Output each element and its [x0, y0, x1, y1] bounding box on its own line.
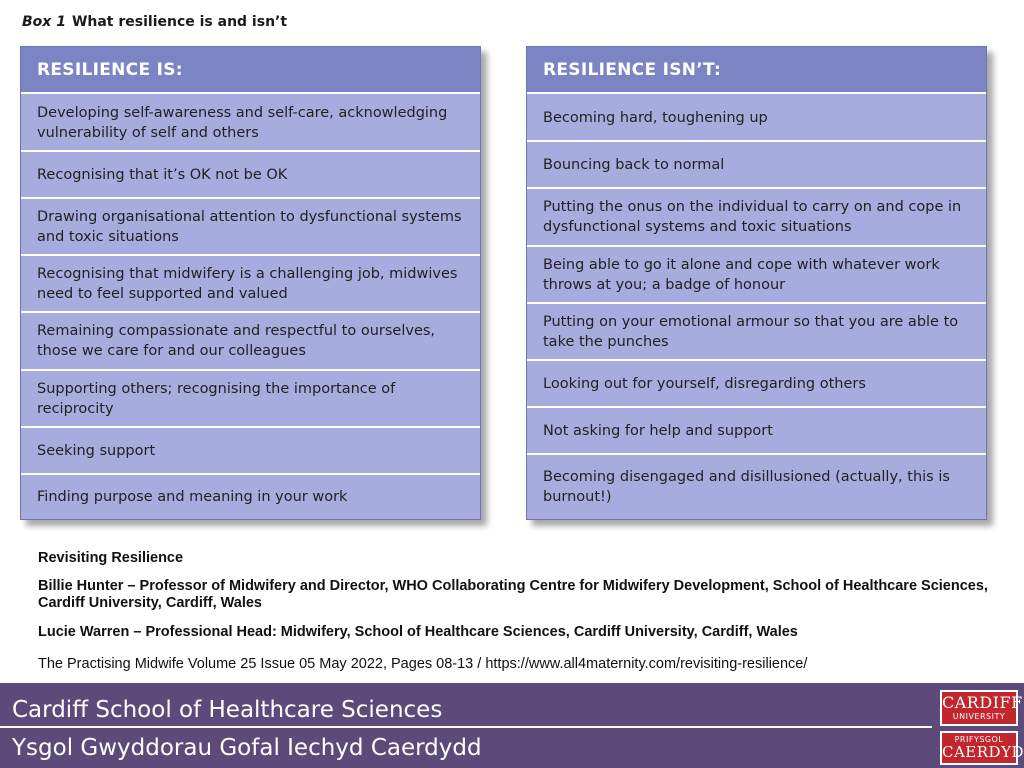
- resilience-isnt-row: Not asking for help and support: [527, 408, 986, 455]
- resilience-isnt-panel: [526, 46, 987, 520]
- resilience-isnt-row: Becoming hard, toughening up: [527, 96, 986, 142]
- resilience-is-heading: RESILIENCE IS:: [21, 47, 480, 94]
- resilience-isnt-row: Putting the onus on the individual to carry on and cope in dysfunctional systems and toxic situations: [527, 189, 986, 247]
- logo-cy-subtitle: PRIFYSGOL: [954, 735, 1004, 744]
- resilience-is-row: Recognising that midwifery is a challenging job, midwives need to feel supported and valued: [21, 256, 480, 313]
- source-citation: The Practising Midwife Volume 25 Issue 05 May 2022, Pages 08-13 / https://www.all4maternity.com/revisiting-resilience/: [38, 656, 808, 672]
- logo-cy-wordmark: CAERDYD: [942, 743, 1024, 761]
- article-title: Revisiting Resilience: [38, 550, 184, 566]
- resilience-isnt-row: Being able to go it alone and cope with whatever work throws at you; a badge of honour: [527, 247, 986, 304]
- resilience-isnt-row: Looking out for yourself, disregarding others: [527, 361, 986, 408]
- cardiff-university-logo: [940, 690, 1023, 726]
- resilience-isnt-row: Becoming disengaged and disillusioned (actually, this is burnout!): [543, 469, 950, 505]
- box-label: Box 1: [22, 14, 66, 30]
- resilience-isnt-row: Bouncing back to normal: [527, 142, 986, 189]
- resilience-is-row: Seeking support: [21, 428, 480, 475]
- footer-english-title: Cardiff School of Healthcare Sciences: [12, 697, 443, 723]
- resilience-is-row: Drawing organisational attention to dysfunctional systems and toxic situations: [21, 199, 480, 256]
- resilience-is-row: Recognising that it’s OK not be OK: [21, 152, 480, 199]
- footer-welsh-title: Ysgol Gwyddorau Gofal Iechyd Caerdydd: [12, 735, 482, 761]
- author-credit-2: Lucie Warren – Professional Head: Midwifery, School of Healthcare Sciences, Cardiff University, Cardiff, Wales: [38, 624, 798, 640]
- resilience-is-row: Developing self-awareness and self-care, acknowledging vulnerability of self and others: [21, 96, 480, 152]
- logo-en-subtitle: UNIVERSITY: [952, 712, 1006, 721]
- footer-divider: [0, 726, 932, 728]
- resilience-is-row: Supporting others; recognising the importance of reciprocity: [21, 371, 480, 428]
- resilience-is-row: Remaining compassionate and respectful to ourselves, those we care for and our colleagues: [21, 313, 480, 371]
- resilience-is-panel: [20, 46, 481, 520]
- resilience-is-row: Finding purpose and meaning in your work: [37, 489, 348, 505]
- author-credit-1: Billie Hunter – Professor of Midwifery and Director, WHO Collaborating Centre for Midwifery Development, School of Healthcare Sciences, Cardiff University, Cardiff, Wales: [38, 578, 988, 611]
- box-title: [22, 14, 287, 30]
- box-heading: What resilience is and isn’t: [71, 14, 288, 30]
- prifysgol-caerdydd-logo: [940, 731, 1024, 765]
- resilience-isnt-row: Putting on your emotional armour so that you are able to take the punches: [527, 304, 986, 361]
- logo-en-wordmark: CARDIFF: [942, 693, 1023, 712]
- resilience-isnt-heading: RESILIENCE ISN’T:: [527, 47, 986, 94]
